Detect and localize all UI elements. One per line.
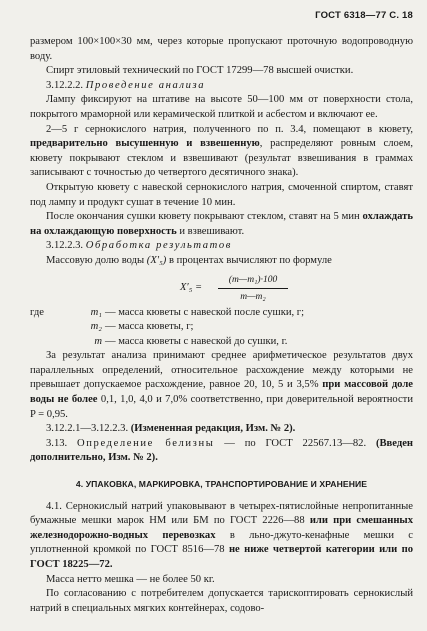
bold-run: (Измененная редакция, Изм. № 2). [130,423,296,435]
bold-run: (Введен дополнительно, Изм. № 2). [30,437,413,464]
text-run: 3.13. [46,437,78,449]
paragraph-formula-intro [30,254,413,269]
text-run: 3.12.2.1—3.12.2.3. [46,423,131,435]
legend-text: — масса кюветы с навеской до сушки, г. [105,335,288,347]
paragraph-packaging [30,500,413,573]
document-body [30,35,413,616]
paragraph-amendment [30,422,413,437]
bold-run: не ниже четвертой категории или по ГОСТ 18225—72. [30,544,413,570]
text-run: и взвешивают. [176,225,245,237]
subsection-title: Обработка результатов [85,240,232,252]
subsection-number: 3.12.2.3. [46,240,86,252]
paragraph-sample [30,123,413,181]
text-run: , распределяют ровным слоем, кювету покрывают стеклом и взвешивают (результат взвешивания в граммах записывают с точностью до четвертого десятичного знака). [30,138,413,179]
spaced-run: Определение белизны [77,437,215,449]
text-run: За результат анализа принимают среднее арифметическое результатов двух параллельных определений, относительное расхождение между которыми не превышает допускаемое расхождение, равное 20, 10, 5 и 3,5% [30,350,413,391]
paragraph-continuation: размером 100×100×30 мм, через которые пропускают проточную водопроводную воду. [30,36,413,62]
legend-prefix [30,320,66,335]
formula-denominator: m—m₂ [240,292,266,303]
text-run: Массовую долю воды [46,254,147,266]
text-run: 2—5 г сернокислого натрия, полученного по п. 3.4, помещают в кювету, [46,123,413,135]
legend-prefix: где [30,306,44,318]
legend-symbol: m₂ [90,321,102,333]
paragraph-net-mass: Масса нетто мешка — не более 50 кг. [46,573,215,585]
text-run: После окончания сушки кювету покрывают стеклом, ставят на 5 мин [46,211,363,223]
text-run: 4.1. Сернокислый натрий упаковывают в четырех-пятислойные непропитанные бумажные мешки марок НМ или БМ по ГОСТ 2226—88 [30,500,413,527]
section-heading: 4. УПАКОВКА, МАРКИРОВКА, ТРАНСПОРТИРОВАНИЕ И ХРАНЕНИЕ [75,479,368,490]
variable: (X′₅) [146,254,167,266]
bold-run: при массовой доле воды не более [30,379,413,406]
formula-lhs: X′₅ = [180,281,203,293]
formula [180,273,413,303]
paragraph-ethanol: Спирт этиловый технический по ГОСТ 17299—78 высшей очистки. [46,65,354,77]
formula-fraction [218,273,288,305]
legend-prefix [30,335,66,350]
subsection-procedure-heading [30,79,413,94]
bold-run: предварительно высушенную и взвешенную [30,138,260,150]
subsection-title: Проведение анализа [85,79,206,91]
text-run: в льно-джуто-кенафные мешки с уплотненной кромкой по ГОСТ 8516—78 [30,529,413,556]
paragraph-cooling [30,210,413,239]
subsection-number: 3.12.2.2. [46,79,86,91]
running-head: ГОСТ 6318—77 С. 18 [315,10,413,21]
paragraph-lamp: Лампу фиксируют на штативе на высоте 50—100 мм от поверхности стола, покрытого мраморной или керамической плиткой и асбестом и включают ее. [30,94,413,120]
legend-row [30,306,413,321]
legend-row [30,320,413,335]
text-run: в процентах вычисляют по формуле [166,254,332,266]
legend-symbol: m [94,335,102,347]
paragraph-containers: По согласованию с потребителем допускается тарископтировать сернокислый натрий в специальных мягких контейнерах, содово- [30,588,413,614]
paragraph-whiteness [30,437,413,466]
legend-text: — масса кюветы, г; [105,321,194,333]
paragraph-drying: Открытую кювету с навеской сернокислого натрия, смоченной спиртом, ставят под лампу и продукт сушат в течение 10 мин. [30,181,413,208]
text-run: — по ГОСТ 22567.13—82. [214,437,376,449]
paragraph-result [30,349,413,422]
formula-legend [30,306,413,350]
text-run: 0,1, 1,0, 4,0 и 7,0% соответственно, при доверительной вероятности P = 0,95. [30,394,413,420]
formula-numerator: (m—m₁)·100 [218,273,288,290]
subsection-results-heading [30,239,413,254]
legend-text: — масса кюветы с навеской после сушки, г; [105,306,305,318]
bold-run: или при смешанных железнодорожно-водных перевозках [30,515,413,541]
legend-symbol: m₁ [90,306,102,318]
bold-run: охлаждать на охлаждающую поверхность [30,211,413,237]
legend-row [30,335,413,350]
